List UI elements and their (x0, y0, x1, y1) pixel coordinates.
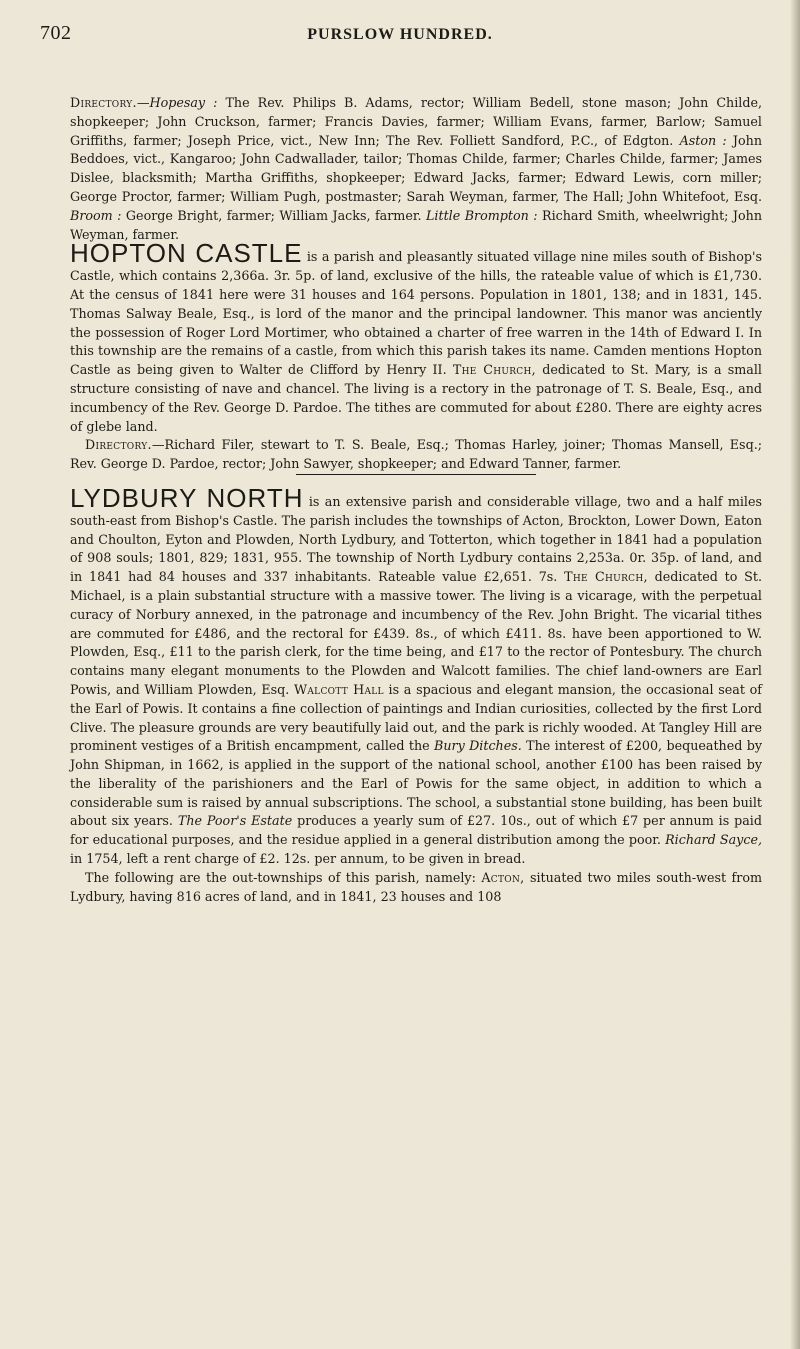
acton-label: Acton, (481, 869, 525, 885)
bury-ditches-label: Bury Ditches. (434, 738, 522, 754)
hopton-castle-heading: HOPTON CASTLE (70, 238, 303, 269)
poors-estate-label: The Poor's Estate (177, 813, 293, 829)
page-edge-shadow (790, 0, 800, 1349)
out-townships-paragraph: The following are the out-townships of this parish, namely: Acton, situated two miles south-west from Lydbury, having 816 acres of land, and in 1841, 23 houses and 108 (70, 869, 762, 904)
section-divider (296, 474, 536, 475)
hopton-directory-paragraph: Directory.—Richard Filer, stewart to T. S. Beale, Esq.; Thomas Harley, joiner; Thomas Mansell, Esq.; Rev. George D. Pardoe, rector; John Sawyer, shopkeeper; and Edward Tanner, farmer. (70, 437, 762, 472)
lydbury-north-paragraph: LYDBURY NORTH is an extensive parish and considerable village, two and a half miles south-east from Bishop's Castle. The parish includes the townships of Acton, Brockton, Lower Down, Eaton and Choulton, Eyton and Plowden, North Lydbury, and Totterton, which together in 1841 had a population of 908 souls; 1801, 829; 1831, 955. The township of North Lydbury contains 2,253a. 0r. 35p. of land, and in 1841 had 84 houses and 337 inhabitants. Rateable value £2,651. 7s. The Church, dedicated to St. Michael, is a plain substantial structure with a massive tower. The living is a vicarage, with the perpetual curacy of Norbury annexed, in the patronage and incumbency of the Rev. John Bright. The vicarial tithes are commuted for £486, and the rectoral for £439. 8s., of which £411. 8s. have been apportioned to W. Plowden, Esq., £11 to the parish clerk, for the time being, and £17 to the rector of Pontesbury. The church contains many elegant monuments to the Plowden and Walcott families. The chief land-owners are Earl Powis, and William Plowden, Esq. Walcott Hall is a spacious and elegant mansion, the occasional seat of the Earl of Powis. It contains a fine collection of paintings and Indian curiosities, collected by the first Lord Clive. The pleasure grounds are very beautifully laid out, and the park is richly wooded. At Tangley Hill are prominent vestiges of a British encampment, called the Bury Ditches. The interest of £200, bequeathed by John Shipman, in 1662, is applied in the support of the national school, another £100 has been raised by the liberality of the parishioners and the Earl of Powis for the same object, in addition to which a considerable sum is raised by annual subscriptions. The school, a substantial stone building, has been built about six years. The Poor's Estate produces a yearly sum of £27. 10s., out of which £7 per annum is paid for educational purposes, and the residue applied in a general distribution among the poor. Richard Sayce, in 1754, left a rent charge of £2. 12s. per annum, to be given in bread. (70, 482, 763, 867)
page-number: 702 (40, 22, 72, 44)
walcott-hall-label: Walcott Hall (294, 681, 384, 697)
directory-label: Directory. (85, 437, 152, 453)
running-title: PURSLOW HUNDRED. (307, 26, 493, 43)
place-hopesay: Hopesay : (149, 95, 218, 110)
lydbury-church-label: The Church, (564, 569, 648, 585)
richard-sayce-label: Richard Sayce, (665, 832, 762, 848)
place-aston: Aston : (679, 132, 727, 148)
hopesay-directory-paragraph: Directory.—Hopesay : The Rev. Philips B. Adams, rector; William Bedell, stone mason; John Childe, shopkeeper; John Cruckson, farmer; Francis Davies, farmer; William Evans, farmer, Barlow; Samuel Griffiths, farmer; Joseph Price, vict., New Inn; The Rev. Folliett Sandford, P.C., of Edgton. Aston : John Beddoes, vict., Kangaroo; John Cadwallader, tailor; Thomas Childe, farmer; Charles Childe, farmer; James Dislee, blacksmith; Martha Griffiths, shopkeeper; Edward Jacks, farmer; Edward Lewis, corn miller; George Proctor, farmer; William Pugh, postmaster; Sarah Weyman, farmer, The Hall; John Whitefoot, Esq. Broom : George Bright, farmer; William Jacks, farmer. Little Brompton : Richard Smith, wheelwright; John Weyman, farmer. (70, 95, 762, 242)
hopton-castle-paragraph: HOPTON CASTLE is a parish and pleasantly situated village nine miles south of Bishop's Castle, which contains 2,366a. 3r. 5p. of land, exclusive of the hills, the rateable value of which is £1,730. At the census of 1841 here were 31 houses and 164 persons. Population in 1801, 138; and in 1831, 145. Thomas Salway Beale, Esq., is lord of the manor and the principal landowner. This manor was anciently the possession of Roger Lord Mortimer, who obtained a charter of free warren in the 14th of Edward I. In this township are the remains of a castle, from which this parish takes its name. Camden mentions Hopton Castle as being given to Walter de Clifford by Henry II. The Church, dedicated to St. Mary, is a small structure consisting of nave and chancel. The living is a rectory in the patronage of T. S. Beale, Esq., and incumbency of the Rev. George D. Pardoe. The tithes are commuted for about £280. There are eighty acres of glebe land. (70, 238, 762, 434)
place-broom: Broom : (70, 207, 122, 223)
lydbury-north-heading: LYDBURY NORTH (70, 482, 304, 513)
hopton-church-label: The Church, (452, 362, 536, 378)
body-text (70, 94, 762, 906)
place-little-brompton: Little Brompton : (426, 207, 538, 223)
directory-label: Directory. (70, 95, 137, 110)
